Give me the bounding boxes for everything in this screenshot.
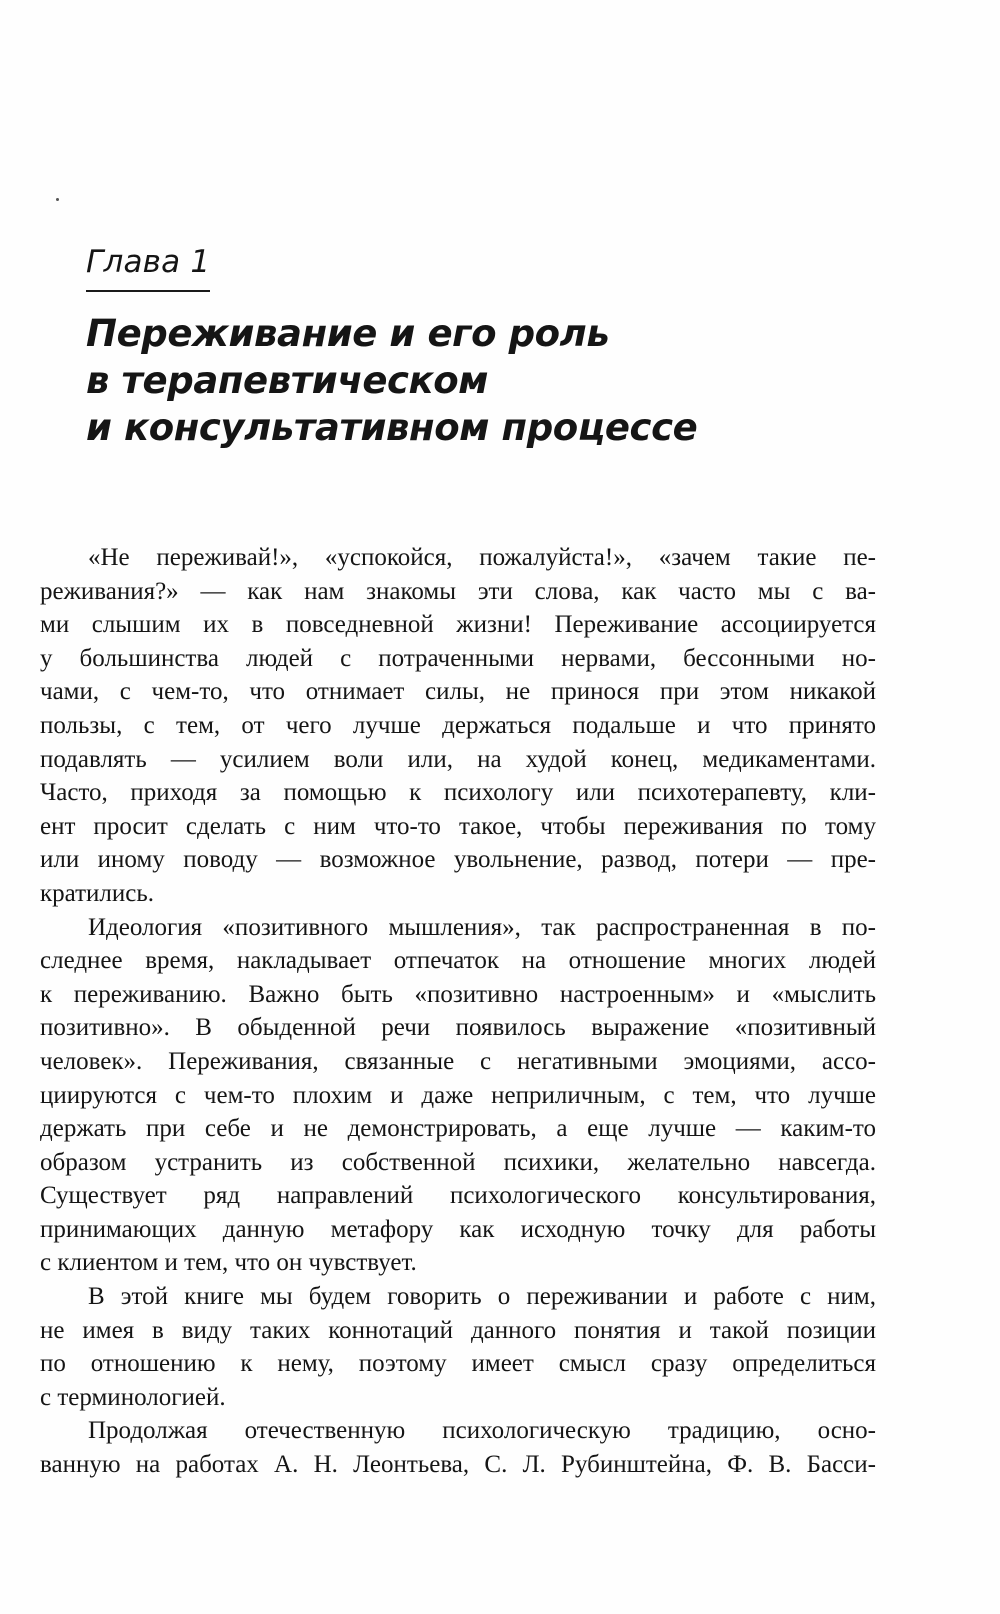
text-line: к переживанию. Важно быть «позитивно настроенным» и «мыслить <box>40 980 876 1008</box>
text-line: или иному поводу — возможное увольнение, развод, потери — пре- <box>40 846 876 874</box>
text-line: Продолжая отечественную психологическую традицию, осно- <box>88 1417 876 1445</box>
text-line: у большинства людей с потраченными нервами, бессонными но- <box>40 644 876 672</box>
chapter-title <box>86 310 906 451</box>
text-line: Существует ряд направлений психологического консультирования, <box>40 1182 876 1210</box>
paragraph <box>40 1280 876 1414</box>
text-line: кратились. <box>40 879 155 907</box>
text-line: Идеология «позитивного мышления», так распространенная в по- <box>88 913 876 941</box>
text-line: циируются с чем-то плохим и даже неприличным, с тем, что лучше <box>40 1081 876 1109</box>
text-line: ент просит сделать с ним что-то такое, чтобы переживания по тому <box>40 812 876 840</box>
chapter-label: Глава 1 <box>86 240 210 292</box>
text-line: не имея в виду таких коннотаций данного понятия и такой позиции <box>40 1316 876 1344</box>
text-line: чами, с чем-то, что отнимает силы, не принося при этом никакой <box>40 678 876 706</box>
text-line: В этой книге мы будем говорить о переживании и работе с ним, <box>88 1283 876 1311</box>
text-line: ми слышим их в повседневной жизни! Переживание ассоциируется <box>40 611 876 639</box>
paragraph <box>40 541 876 911</box>
text-line: человек». Переживания, связанные с негативными эмоциями, ассо- <box>40 1047 876 1075</box>
text-line: позитивно». В обыденной речи появилось выражение «позитивный <box>40 1014 876 1042</box>
paragraph <box>40 1414 876 1481</box>
text-line: следнее время, накладывает отпечаток на отношение многих людей <box>40 947 876 975</box>
text-line: реживания?» — как нам знакомы эти слова, как часто мы с ва- <box>40 577 876 605</box>
text-line: ванную на работах А. Н. Леонтьева, С. Л. Рубинштейна, Ф. В. Басси- <box>40 1451 876 1479</box>
chapter-title-line: и консультативном процессе <box>86 406 698 449</box>
chapter-title-line: Переживание и его роль <box>86 312 610 355</box>
text-line: Часто, приходя за помощью к психологу или психотерапевту, кли- <box>40 779 876 807</box>
print-speck <box>56 198 59 201</box>
text-line: образом устранить из собственной психики, желательно навсегда. <box>40 1148 876 1176</box>
body-text <box>40 541 876 1482</box>
text-line: с терминологией. <box>40 1383 226 1411</box>
text-line: держать при себе и не демонстрировать, а еще лучше — каким-то <box>40 1115 876 1143</box>
text-line: принимающих данную метафору как исходную точку для работы <box>40 1215 876 1243</box>
text-line: подавлять — усилием воли или, на худой конец, медикаментами. <box>40 745 876 773</box>
text-line: пользы, с тем, от чего лучше держаться подальше и что принято <box>40 711 876 739</box>
text-line: по отношению к нему, поэтому имеет смысл сразу определиться <box>40 1350 876 1378</box>
text-line: «Не переживай!», «успокойся, пожалуйста!», «зачем такие пе- <box>88 544 876 571</box>
text-line: с клиентом и тем, что он чувствует. <box>40 1249 417 1277</box>
paragraph <box>40 911 876 1281</box>
chapter-title-line: в терапевтическом <box>86 359 489 402</box>
